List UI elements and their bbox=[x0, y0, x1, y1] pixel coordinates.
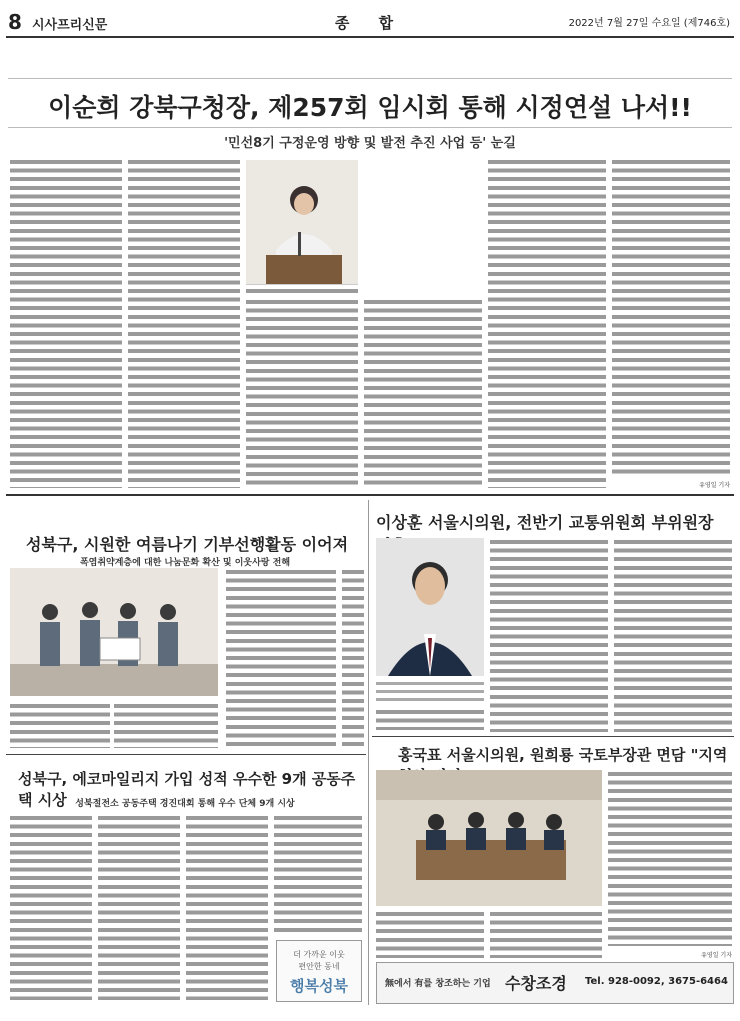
main-col-5 bbox=[364, 298, 482, 488]
main-col-4 bbox=[246, 298, 358, 488]
eco-col-4 bbox=[274, 814, 362, 934]
main-col-1 bbox=[10, 158, 122, 488]
summer-headline: 성북구, 시원한 여름나기 기부선행활동 이어져 bbox=[26, 535, 349, 554]
main-subhead: '민선8기 구정운영 방향 및 발전 추진 사업 등' 눈길 bbox=[224, 136, 516, 151]
summer-col-3 bbox=[226, 568, 336, 748]
summer-col-1 bbox=[10, 702, 110, 748]
podium-speaker-graphic bbox=[246, 160, 358, 284]
summer-subhead: 폭염취약계층에 대한 나눔문화 확산 및 이웃사랑 전해 bbox=[79, 558, 291, 568]
group-photo-graphic bbox=[10, 568, 218, 696]
main-photo bbox=[246, 160, 358, 284]
header-rule bbox=[6, 36, 734, 38]
right-divider bbox=[372, 736, 734, 737]
summer-col-4 bbox=[342, 568, 364, 748]
company-name: 수창조경 bbox=[505, 974, 567, 993]
eco-subhead: 성북절전소 공동주택 경진대회 통해 우수 단체 9개 시상 bbox=[75, 799, 295, 809]
lee-col-2 bbox=[490, 538, 608, 732]
eco-col-3 bbox=[186, 814, 268, 1000]
page-number: 8 bbox=[8, 10, 22, 34]
left-divider bbox=[6, 754, 366, 755]
lee-caption bbox=[376, 680, 484, 704]
company-ad bbox=[376, 962, 734, 1004]
column-divider bbox=[368, 500, 369, 1005]
haengbok-ad bbox=[276, 940, 362, 1002]
summer-col-2 bbox=[114, 702, 218, 748]
summer-photo bbox=[10, 568, 218, 696]
lee-headline: 이상훈 서울시의원, 전반기 교통위원회 부위원장 bbox=[376, 513, 714, 532]
hong-col-2 bbox=[490, 910, 602, 958]
haengbok-line1: 더 가까운 이웃 bbox=[293, 950, 345, 959]
eco-headline: 성북구, 에코마일리지 가입 성적 우수한 9개 공동주택 시상 bbox=[18, 770, 356, 809]
hong-photo bbox=[376, 770, 602, 906]
main-col-2 bbox=[128, 158, 240, 488]
lee-col-3 bbox=[614, 538, 732, 732]
eco-col-2 bbox=[98, 814, 180, 1000]
hong-col-3 bbox=[608, 770, 732, 946]
main-col-6 bbox=[488, 158, 606, 488]
mid-divider bbox=[6, 494, 734, 496]
paper-name: 시사프리신문 bbox=[32, 18, 108, 33]
meeting-photo-graphic bbox=[376, 770, 602, 906]
portrait-graphic bbox=[376, 538, 484, 676]
hong-col-1 bbox=[376, 910, 484, 958]
main-col-7 bbox=[612, 158, 730, 478]
lee-col-1 bbox=[376, 708, 484, 730]
company-slogan: 無에서 有를 창조하는 기업 bbox=[385, 979, 491, 989]
hong-byline: 유영일 기자 bbox=[701, 952, 732, 959]
lee-photo bbox=[376, 538, 484, 676]
haengbok-brand: 행복성북 bbox=[290, 977, 348, 995]
eco-col-1 bbox=[10, 814, 92, 1000]
main-headline: 이순희 강북구청장, 제257회 임시회 통해 시정연설 나서!! bbox=[48, 93, 692, 122]
haengbok-line2: 편안한 동네 bbox=[298, 962, 340, 971]
company-tel: Tel. 928-0092, 3675-6464 bbox=[585, 976, 728, 987]
main-byline: 유영일 기자 bbox=[699, 482, 730, 489]
section-title: 종 합 bbox=[334, 14, 406, 32]
hong-headline: 홍국표 서울시의원, 원희룡 국토부장관 면담 "지역 bbox=[398, 746, 728, 764]
issue-date: 2022년 7월 27일 수요일 (제746호) bbox=[568, 18, 730, 29]
